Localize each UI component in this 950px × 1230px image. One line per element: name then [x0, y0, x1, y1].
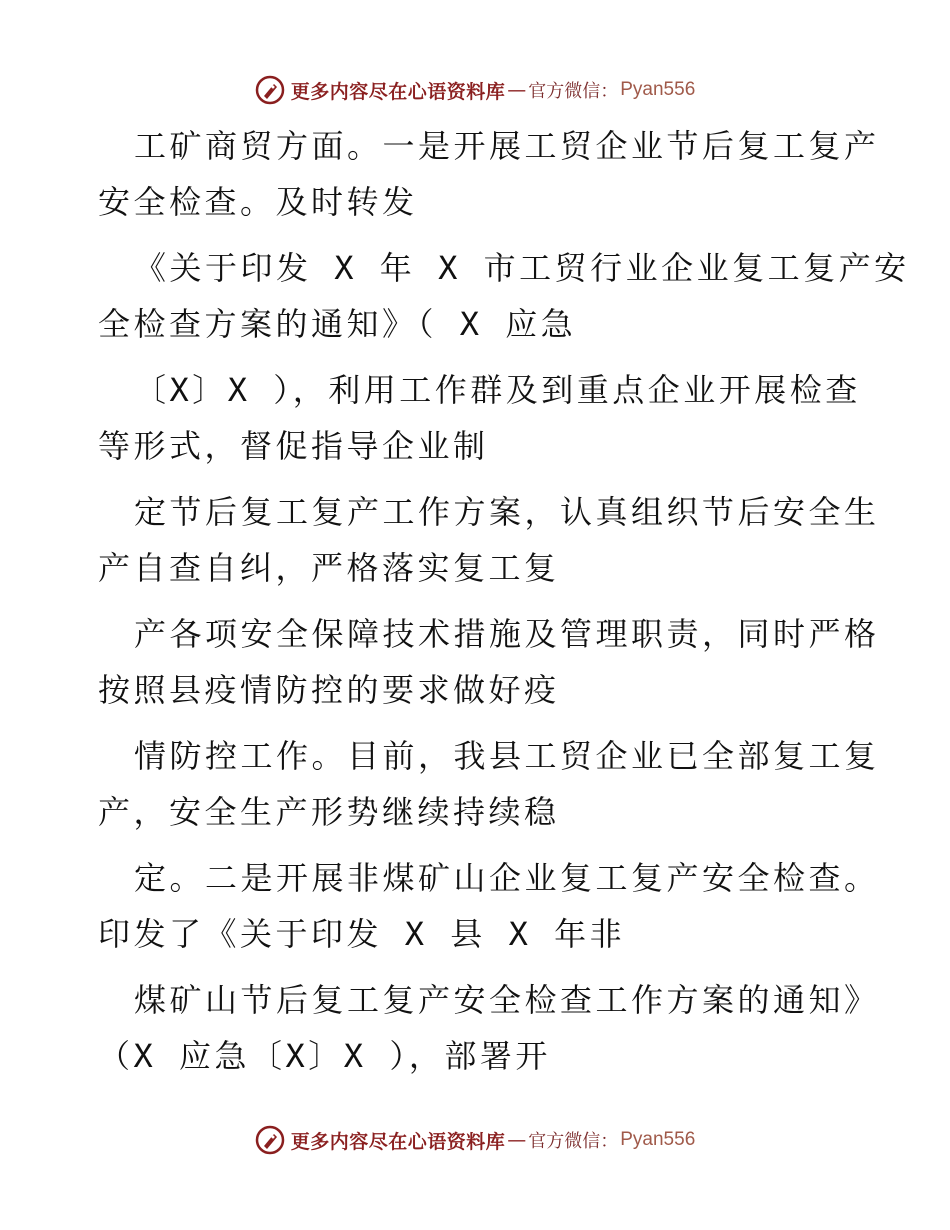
text-line: 煤矿山节后复工复产安全检查工作方案的通知》 [134, 981, 880, 1019]
text-line: （X 应急〔X〕X ），部署开 [98, 1037, 551, 1075]
text-line: 产，安全生产形势继续持续稳 [98, 793, 560, 831]
banner-wechat-id: Pyan556 [620, 1129, 696, 1150]
banner-separator: — [507, 1129, 527, 1151]
text-line: 工矿商贸方面。一是开展工贸企业节后复工复产 [134, 127, 880, 165]
text-line: 按照县疫情防控的要求做好疫 [98, 671, 560, 709]
banner-wechat-id: Pyan556 [620, 79, 696, 100]
text-line: 产各项安全保障技术措施及管理职责，同时严格 [134, 615, 880, 653]
pen-nib-logo-icon [255, 1125, 285, 1155]
banner-wechat-label: 官方微信： [528, 81, 619, 102]
text-line: 情防控工作。目前，我县工贸企业已全部复工复 [134, 737, 880, 775]
header-banner [0, 73, 950, 107]
pen-nib-logo-icon [255, 75, 285, 105]
banner-brand-text: 更多内容尽在心语资料库 [290, 80, 506, 103]
text-line: 印发了《关于印发 X 县 X 年非 [98, 915, 626, 953]
text-line: 等形式，督促指导企业制 [98, 427, 489, 465]
text-line: 全检查方案的通知》（ X 应急 [98, 305, 577, 343]
footer-banner [0, 1123, 950, 1157]
text-line: 《关于印发 X 年 X 市工贸行业企业复工复产安 [134, 249, 910, 287]
document-body [98, 118, 910, 1084]
text-line: 定。二是开展非煤矿山企业复工复产安全检查。 [134, 859, 880, 897]
banner-wechat-label: 官方微信： [528, 1131, 619, 1152]
text-line: 定节后复工复产工作方案，认真组织节后安全生 [134, 493, 880, 531]
text-line: 产自查自纠，严格落实复工复 [98, 549, 560, 587]
text-line: 〔X〕X ），利用工作群及到重点企业开展检查 [134, 371, 861, 409]
text-line: 安全检查。及时转发 [98, 183, 418, 221]
banner-brand-text: 更多内容尽在心语资料库 [290, 1130, 506, 1153]
banner-separator: — [507, 79, 527, 101]
